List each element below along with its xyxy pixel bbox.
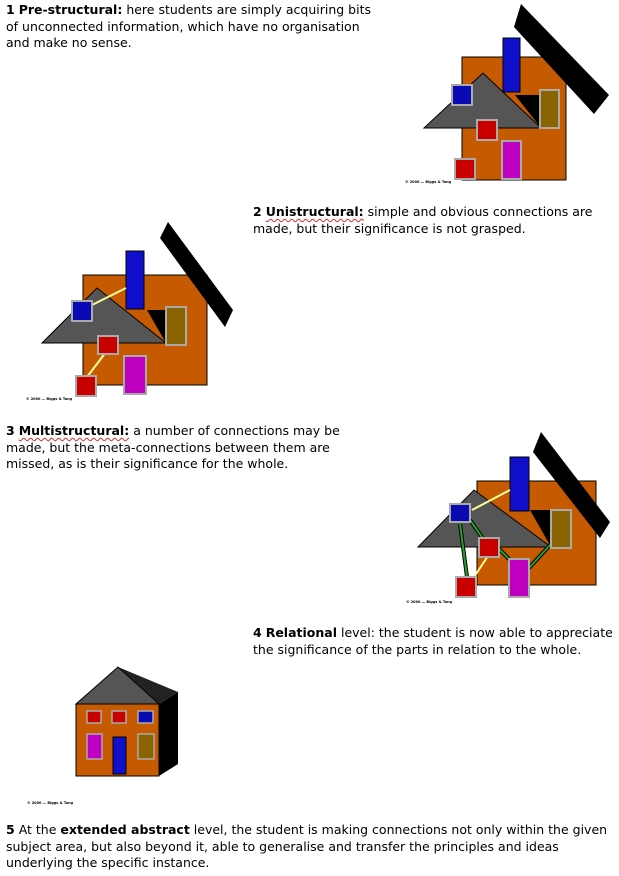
door-blue <box>113 737 126 774</box>
level-1-text: 1 Pre-structural: here students are simply acquiring bits of unconnected information, which have no organisation and make no sense. <box>6 2 371 50</box>
credit-4: © 2000 — Biggs & Tang <box>27 801 74 805</box>
window-blue <box>138 711 153 723</box>
window-red <box>87 711 101 723</box>
level-3-text: 3 Multistructural: a number of connections may be made, but the meta-connections between them are missed, as is their significance for the whole. <box>6 423 340 471</box>
window-magenta <box>87 734 102 759</box>
level-5-text: 5 At the extended abstract level, the student is making connections not only within the given subject area, but also beyond it, able to generalise and transfer the principles and ideas underlying the specific instance. <box>6 822 608 870</box>
house-side <box>159 692 178 776</box>
level-2-text: 2 Unistructural: simple and obvious connections are made, but their significance is not grasped. <box>253 204 593 236</box>
level-4-text: 4 Relational level: the student is now able to appreciate the significance of the parts in relation to the whole. <box>253 625 613 657</box>
credit-3: © 2000 — Biggs & Tang <box>406 600 453 604</box>
credit-2: © 2000 — Biggs & Tang <box>26 397 73 401</box>
credit-1: © 2000 — Biggs & Tang <box>405 180 452 184</box>
window-olive <box>138 734 154 759</box>
window-red <box>112 711 126 723</box>
